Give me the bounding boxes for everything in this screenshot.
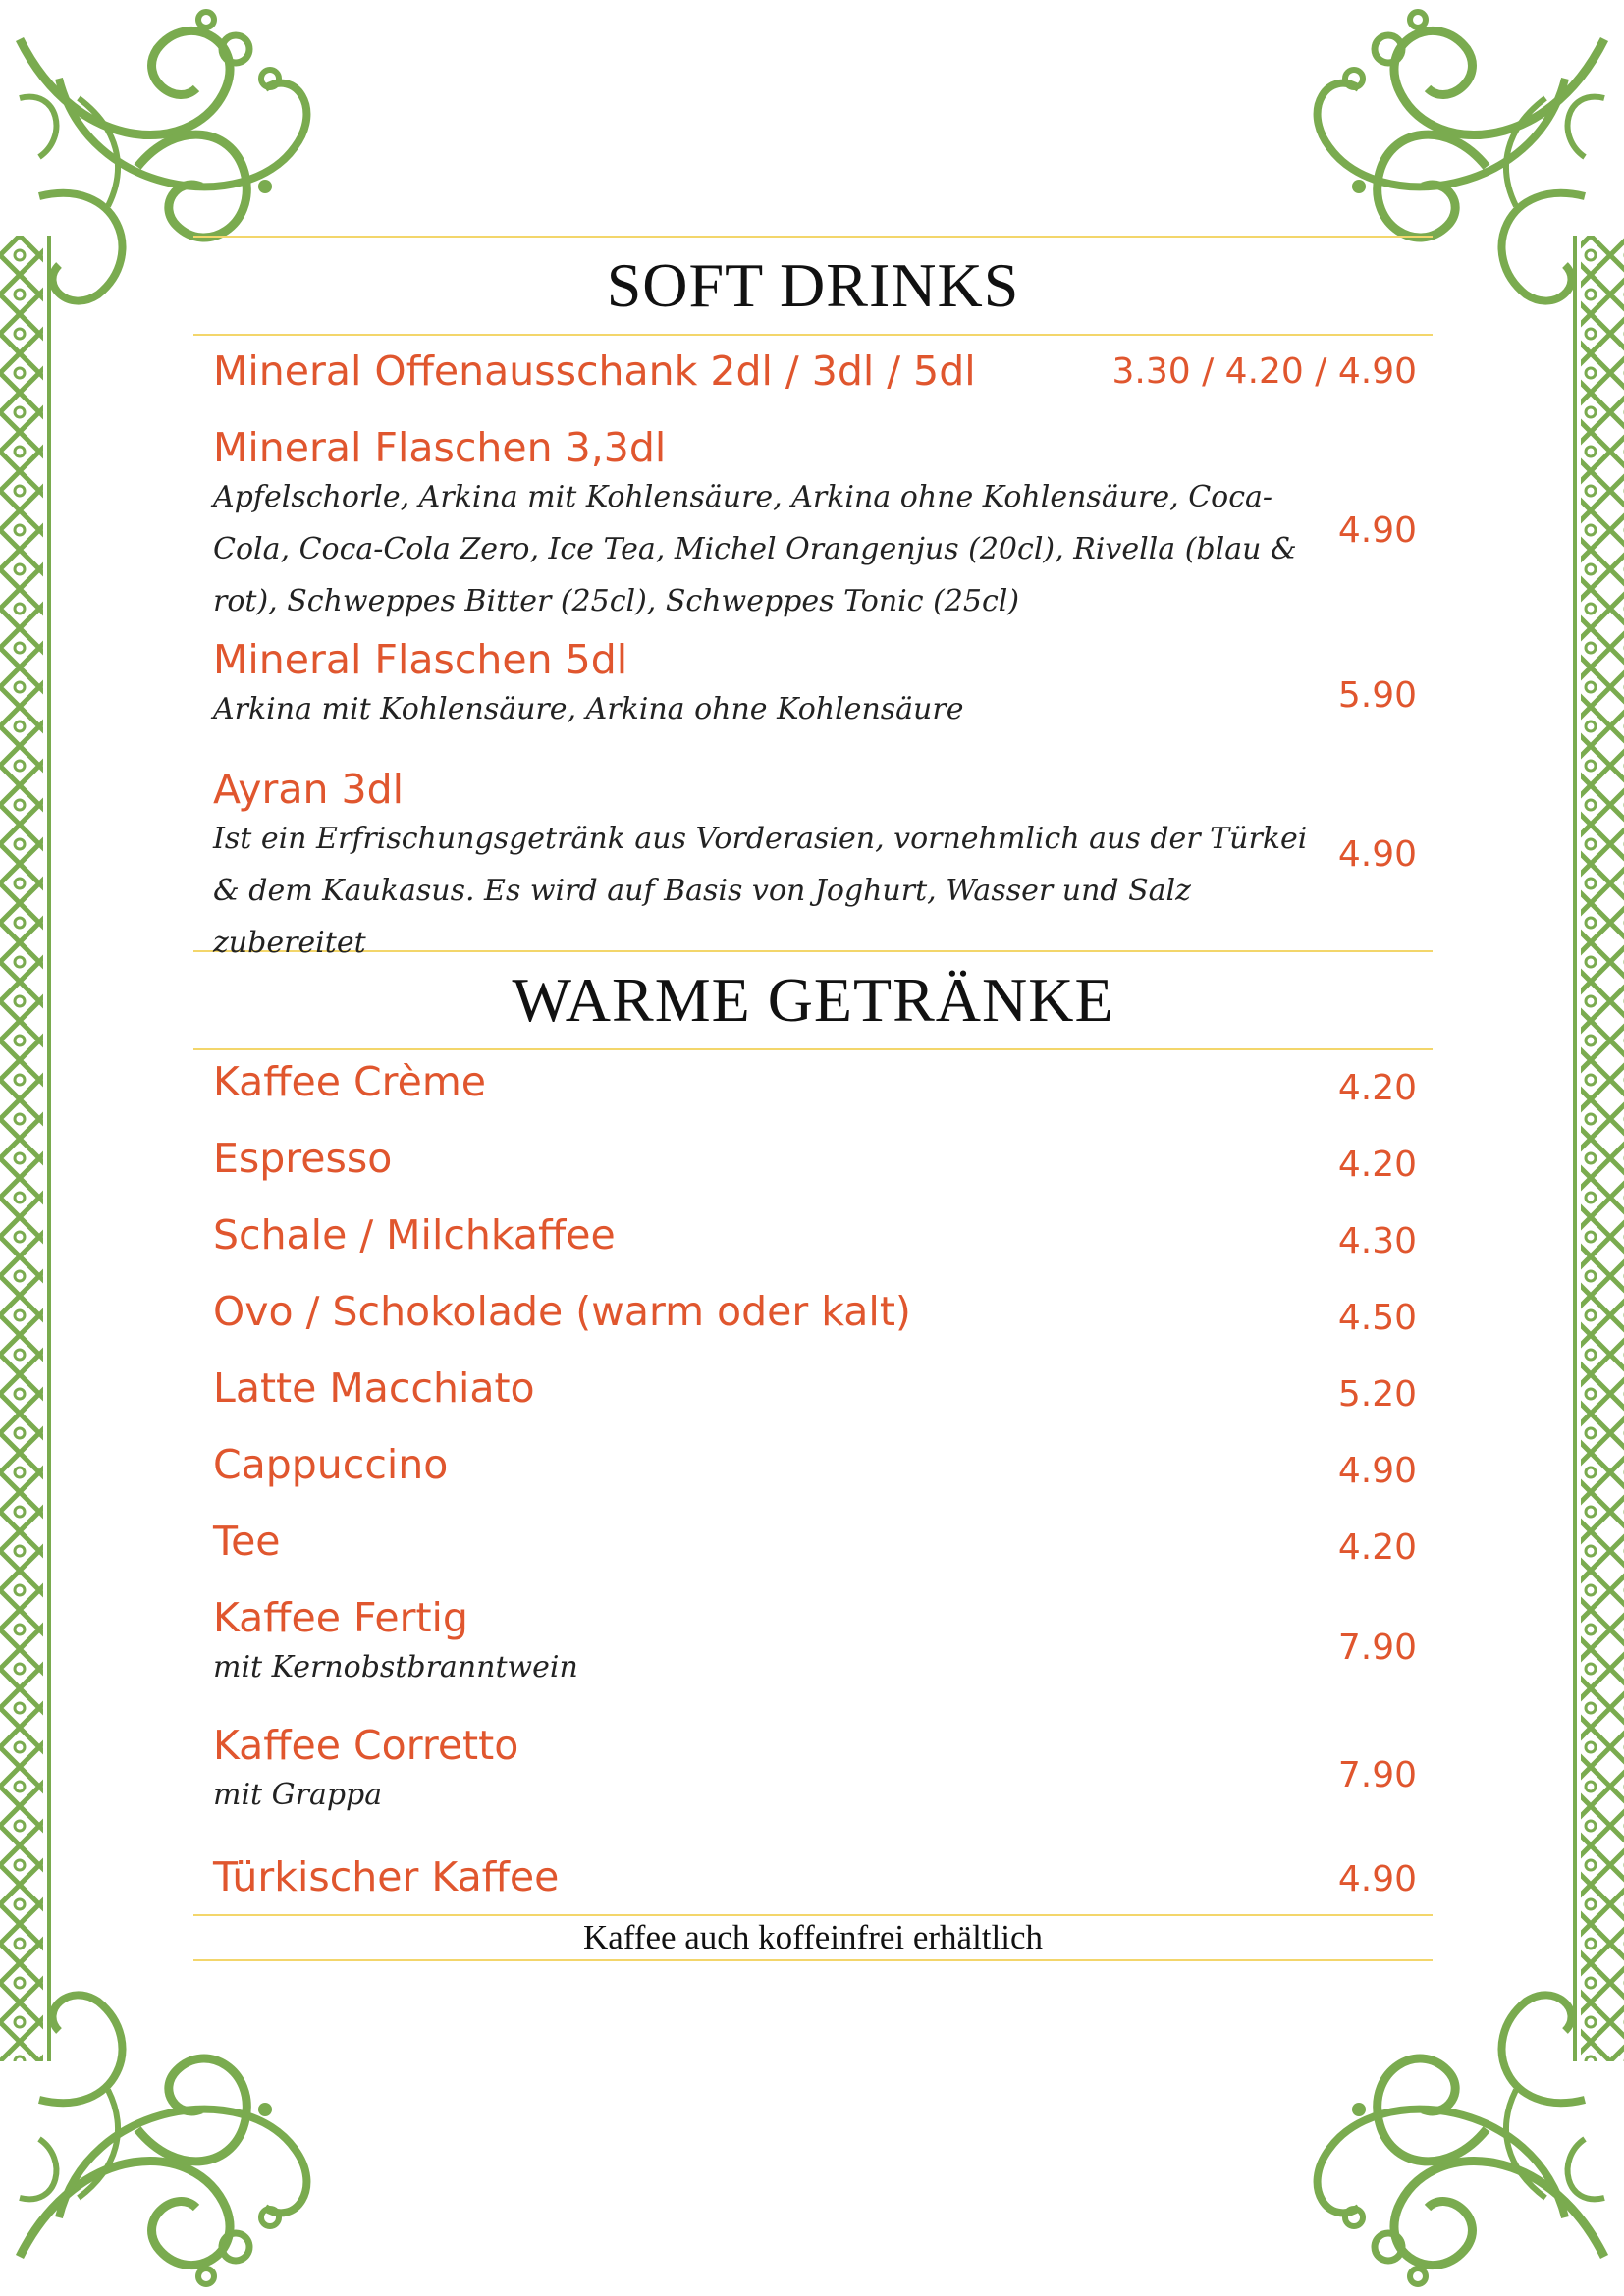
item-price: 5.20 (1337, 1374, 1417, 1415)
item-name: Kaffee Fertig (213, 1594, 468, 1641)
menu-item (193, 347, 1433, 424)
item-name: Schale / Milchkaffee (213, 1211, 616, 1258)
item-description: Ist ein Erfrischungsgetränk aus Vorderasien, vornehmlich aus der Türkei & dem Kaukasus. Es wird auf Basis von Joghurt, Wasser und Salz zubereitet (213, 822, 1308, 960)
item-name: Cappuccino (213, 1441, 449, 1488)
divider (193, 1048, 1433, 1050)
menu-item (193, 1135, 1433, 1211)
item-price: 4.20 (1337, 1527, 1417, 1568)
menu-item (193, 766, 1433, 960)
item-price: 4.20 (1337, 1145, 1417, 1185)
item-name: Kaffee Corretto (213, 1722, 519, 1769)
item-price: 4.20 (1337, 1068, 1417, 1108)
menu-item (193, 1058, 1433, 1135)
menu-item (193, 1722, 1433, 1853)
item-name: Mineral Flaschen 5dl (213, 636, 628, 683)
menu-item (193, 424, 1433, 636)
section-title-warm-drinks: WARME GETRÄNKE (512, 965, 1114, 1035)
item-price: 4.90 (1337, 834, 1417, 875)
item-price: 4.90 (1337, 1451, 1417, 1491)
item-name: Latte Macchiato (213, 1364, 535, 1412)
item-name: Türkischer Kaffee (213, 1853, 560, 1900)
menu-item (193, 1211, 1433, 1288)
item-price: 4.90 (1337, 1859, 1417, 1899)
menu-item (193, 1364, 1433, 1441)
menu-item (193, 1288, 1433, 1364)
item-price: 7.90 (1337, 1628, 1417, 1668)
item-description: mit Kernobstbranntwein (213, 1650, 578, 1684)
item-name: Ovo / Schokolade (warm oder kalt) (213, 1288, 911, 1335)
item-price: 4.90 (1337, 510, 1417, 551)
menu-item (193, 1441, 1433, 1518)
item-price: 4.30 (1337, 1221, 1417, 1261)
divider (193, 334, 1433, 336)
section-title-soft-drinks: SOFT DRINKS (606, 250, 1020, 320)
item-name: Ayran 3dl (213, 766, 405, 813)
item-price: 7.90 (1337, 1755, 1417, 1795)
menu-item (193, 636, 1433, 766)
menu-item (193, 1518, 1433, 1594)
menu-item (193, 1853, 1433, 1914)
item-description: mit Grappa (213, 1778, 383, 1812)
menu-content (193, 236, 1433, 1961)
divider (193, 1959, 1433, 1961)
menu-item (193, 1594, 1433, 1722)
soft-drinks-list (193, 347, 1433, 960)
item-name: Mineral Flaschen 3,3dl (213, 424, 667, 471)
item-name: Mineral Offenausschank 2dl / 3dl / 5dl (213, 347, 976, 395)
item-description: Arkina mit Kohlensäure, Arkina ohne Kohlensäure (213, 692, 964, 726)
item-name: Kaffee Crème (213, 1058, 486, 1105)
item-description: Apfelschorle, Arkina mit Kohlensäure, Arkina ohne Kohlensäure, Coca-Cola, Coca-Cola Zero, Ice Tea, Michel Orangenjus (20cl), Rivella (blau & rot), Schweppes Bitter (25cl), Schweppes Tonic (25cl) (213, 480, 1297, 618)
item-price: 3.30 / 4.20 / 4.90 (1111, 351, 1417, 392)
item-price: 4.50 (1337, 1298, 1417, 1338)
item-price: 5.90 (1337, 675, 1417, 716)
item-name: Espresso (213, 1135, 393, 1182)
warm-drinks-list (193, 1058, 1433, 1914)
decaf-note: Kaffee auch koffeinfrei erhältlich (582, 1918, 1044, 1956)
item-name: Tee (213, 1518, 281, 1565)
